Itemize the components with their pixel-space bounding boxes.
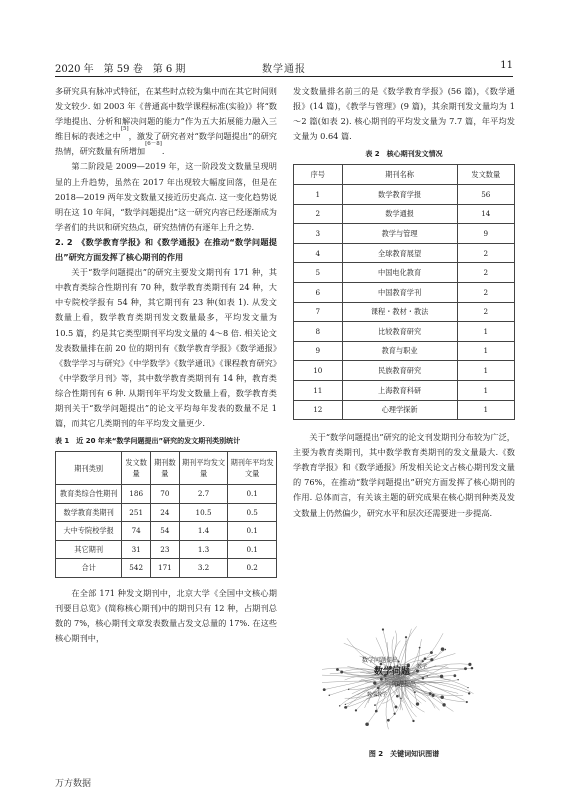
graph-node xyxy=(405,636,407,638)
graph-node xyxy=(395,706,398,709)
graph-keyword-label: 数学教学 xyxy=(367,692,388,698)
header-journal: 数学通报 xyxy=(262,64,306,75)
table-row: 9 教育与职业 1 xyxy=(294,341,515,361)
table-header-cell: 期刊类别 xyxy=(56,452,122,485)
table-header-row xyxy=(294,165,515,185)
table-row: 6 中国教育学刊 2 xyxy=(294,282,515,302)
graph-node xyxy=(453,674,456,677)
right-column xyxy=(293,84,515,521)
graph-node xyxy=(429,692,432,695)
table-row: 教育类综合性期刊 186 70 2.7 0.1 xyxy=(56,485,277,504)
table2-caption: 表 2 核心期刊发文情况 xyxy=(365,150,443,159)
graph-node xyxy=(336,668,339,671)
table-row: 2 数学通报 14 xyxy=(294,204,515,224)
graph-node xyxy=(348,689,349,690)
table-row: 3 教学与管理 9 xyxy=(294,224,515,244)
table-row: 5 中国电化教育 2 xyxy=(294,263,515,283)
graph-node xyxy=(375,710,378,713)
graph-node xyxy=(373,681,376,684)
graph-node xyxy=(396,695,399,698)
graph-keyword-label: 数学 xyxy=(417,664,428,670)
keyword-knowledge-graph xyxy=(322,618,500,736)
graph-node xyxy=(424,657,427,660)
graph-node xyxy=(430,658,433,661)
graph-node xyxy=(445,649,446,650)
graph-node xyxy=(365,722,369,726)
paragraph: 发文数量排名前三的是《数学教育学报》(56 篇)，《数学通报》(14 篇)，《教学与管理》(9 篇)，其余期刊发文量均为 1～2 篇(如表 2). 核心期刊的平均发文量为 7.7 篇，年平均发文量为 0.64 篇. xyxy=(293,86,515,142)
graph-node xyxy=(329,694,331,696)
graph-node xyxy=(457,679,458,680)
table-row: 7 课程・教材・教法 2 xyxy=(294,302,515,322)
table1 xyxy=(55,451,277,578)
graph-keyword-label: 数学问题 xyxy=(374,667,411,677)
table-header-cell: 发文数量 xyxy=(122,452,151,485)
running-header xyxy=(55,60,513,74)
graph-node xyxy=(400,698,401,699)
graph-node xyxy=(414,691,416,693)
graph-node xyxy=(464,667,467,670)
graph-node xyxy=(442,703,445,706)
graph-node xyxy=(416,702,419,705)
header-rule xyxy=(55,76,513,77)
graph-node xyxy=(345,704,346,705)
table-row: 8 比较教育研究 1 xyxy=(294,322,515,342)
graph-edge xyxy=(349,681,396,690)
graph-node xyxy=(419,647,421,649)
table-header-cell: 期刊名称 xyxy=(342,165,457,185)
table-row: 10 民族教育研究 1 xyxy=(294,361,515,381)
table-row: 合计 542 171 3.2 0.2 xyxy=(56,559,277,578)
paragraph: 关于“数学问题提出”研究的论文刊发期刊分布较为广泛，主要为教育类期刊，其中数学教育类期刊的发文量最大.《数学教育学报》和《数学通报》所发相关论文占核心期刊发文量的 76%，在推动“数学问题提出”研究方面发挥了核心期刊的作用. 总体而言，有关该主题的研究成果在核心期刊种类及发文数量上仍然偏少，研究水平和层次还需要进一步提高. xyxy=(293,432,515,518)
table-header-cell: 期刊平均发文量 xyxy=(179,452,228,485)
graph-node xyxy=(440,696,443,699)
graph-keyword-label: 问题提出 xyxy=(392,681,417,688)
table-header-row xyxy=(56,452,277,485)
graph-node xyxy=(398,661,400,663)
graph-node xyxy=(466,701,468,703)
graph-node xyxy=(393,713,395,715)
graph-node xyxy=(422,677,425,680)
table1-caption: 表 1 近 20 年来“数学问题提出”研究的发文期刊类别统计 xyxy=(55,437,241,446)
graph-node xyxy=(427,675,428,676)
graph-node xyxy=(380,678,383,681)
figure-caption: 图 2 关键词知识图谱 xyxy=(368,750,440,758)
table-row: 大中专院校学报 74 54 1.4 0.1 xyxy=(56,522,277,541)
table-header-cell: 期刊数量 xyxy=(151,452,180,485)
table2 xyxy=(293,164,515,420)
paragraph: 多研究具有脉冲式特征，在某些时点较为集中而在其它时间则发文较少. 如 2003 年《普通高中数学课程标准(实验)》将“数学地提出、分析和解决问题的能力”作为五大拓展能力融入三维目标的表述之中[5]，激发了研究者对“数学问题提出”的研究热情，研究数量有所增加[6－8]. xyxy=(55,86,277,157)
header-issue: 2020 年 第 59 卷 第 6 期 xyxy=(55,64,186,75)
graph-node xyxy=(440,675,443,678)
graph-node xyxy=(430,651,433,654)
table-row: 其它期刊 31 23 1.3 0.1 xyxy=(56,540,277,559)
graph-node xyxy=(471,667,474,670)
graph-node xyxy=(374,704,376,706)
page-number: 11 xyxy=(500,60,513,71)
paragraph: 在全部 171 种发文期刊中，北京大学《全国中文核心期刊要目总览》(简称核心期刊)中的期刊只有 12 种，占期刊总数的 7%，核心期刊文章发表数量占发文总量的 17%. 在这些核心期刊中， xyxy=(55,587,277,643)
graph-node xyxy=(468,663,471,666)
left-column xyxy=(55,84,277,646)
graph-node xyxy=(355,709,357,711)
graph-node xyxy=(441,647,445,651)
table-row: 11 上海教育科研 1 xyxy=(294,380,515,400)
graph-node xyxy=(323,688,326,691)
graph-node xyxy=(432,694,435,697)
graph-node xyxy=(382,628,384,630)
section-heading: 2. 2 《数学教育学报》和《数学通报》在推动“数学问题提出”研究方面发挥了核心期刊的作用 xyxy=(55,236,277,263)
graph-keyword-label: 数学问题提出 xyxy=(362,657,399,664)
table-header-cell: 序号 xyxy=(294,165,343,185)
paragraph: 关于“数学问题提出”的研究主要发文期刊有 171 种，其中教育类综合性期刊有 70 种，数学教育类期刊有 24 种，大中专院校学报有 54 种，其它期刊有 23 种(如表 1). 从发文数量上看，数学教育类期刊发文数量最多，平均发文量为 10.5 篇，约是其它类型期刊平均发文量的 4～8 倍. 相关论文发表数量排在前 20 位的期刊有《数学教育学报》《数学通报》《数学学习与研究》《中学数学》《数学通讯》《课程教育研究》《中学数学月刊》等，其中数学教育类期刊有 14 种，教育类综合性期刊有 6 种. 从期刊年平均发文数量上看，数学教育类期刊关于“数学问题提出”的论文平均每年发表的数量不足 1 篇，而其它几类期刊的年平均发文量更少. xyxy=(55,267,277,429)
graph-node xyxy=(385,678,386,679)
graph-node xyxy=(387,719,390,722)
graph-node xyxy=(422,660,424,662)
graph-node xyxy=(339,705,340,706)
graph-node xyxy=(377,687,380,690)
table-header-cell: 期刊年平均发文量 xyxy=(228,452,277,485)
table-row: 12 心理学探新 1 xyxy=(294,400,515,420)
table-header-cell: 发文数量 xyxy=(457,165,514,185)
graph-node xyxy=(412,720,414,722)
footer-watermark: 万方数据 xyxy=(55,779,92,789)
graph-node xyxy=(344,706,346,708)
table-row: 1 数学教育学报 56 xyxy=(294,184,515,204)
graph-node xyxy=(340,670,343,673)
paragraph: 第二阶段是 2009—2019 年，这一阶段发文数量呈现明显的上升趋势，虽然在 2017 年出现较大幅度回落，但是在 2018—2019 两年发文数量又接近历史高点. 这一变化趋势说明在这 10 年间，“数学问题提出”这一研究内容已经逐渐成为学者们的共识和研究热点，研究热情仍有逐年上升之势. xyxy=(55,161,277,232)
graph-node xyxy=(467,687,468,688)
table-row: 4 全球教育展望 2 xyxy=(294,243,515,263)
table-row: 数学教育类期刊 251 24 10.5 0.5 xyxy=(56,503,277,522)
graph-node xyxy=(468,692,470,694)
